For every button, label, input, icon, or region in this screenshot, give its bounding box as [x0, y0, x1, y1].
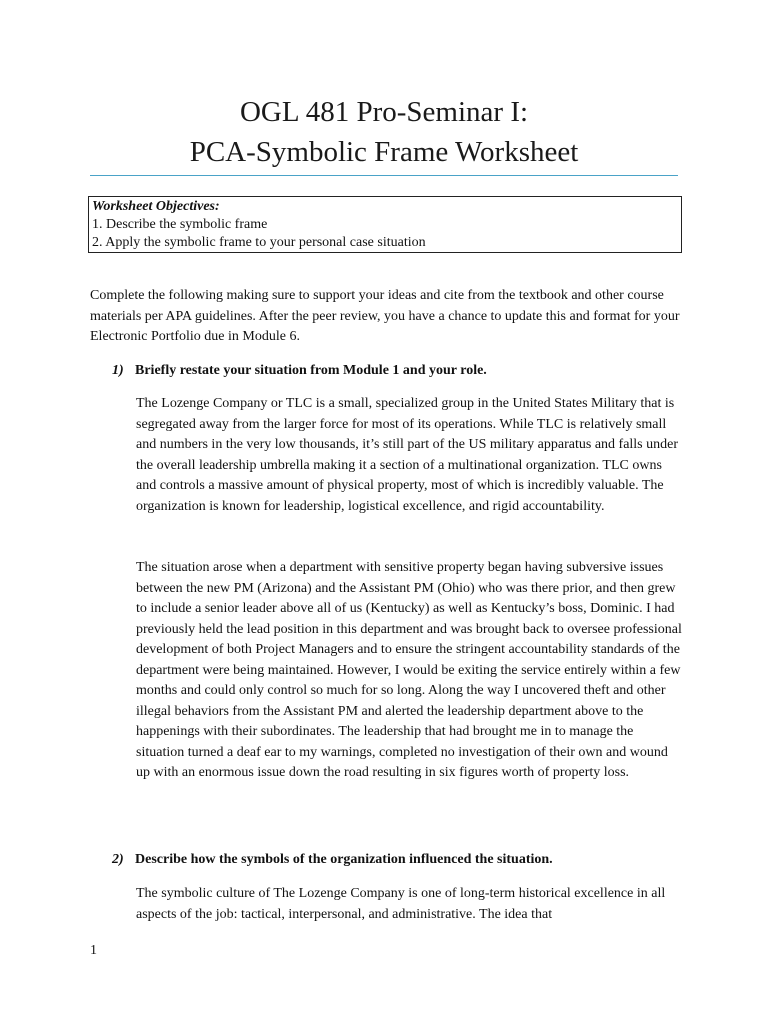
question-1	[112, 361, 487, 381]
answer-paragraph: The symbolic culture of The Lozenge Company is one of long-term historical excellence in all aspects of the job: tactical, interpersonal, and administrative. The idea that	[136, 886, 666, 922]
objectives-box	[88, 196, 682, 253]
question-text: Describe how the symbols of the organization influenced the situation.	[135, 852, 553, 867]
page-number: 1	[90, 943, 97, 958]
instructions-paragraph: Complete the following making sure to support your ideas and cite from the textbook and other course materials per APA guidelines. After the peer review, you have a chance to update this and format for your Electronic Portfolio due in Module 6.	[90, 288, 680, 344]
question-2	[112, 850, 553, 870]
question-text: Briefly restate your situation from Module 1 and your role.	[135, 363, 487, 378]
title-divider	[90, 175, 678, 176]
answer-paragraph: The situation arose when a department with sensitive property began having subversive issues between the new PM (Arizona) and the Assistant PM (Ohio) who was there prior, and then grew to include a senior leader above all of us (Kentucky) as well as Kentucky’s boss, Dominic. I had previously held the lead position in this department and was brought back to oversee professional development of both Project Managers and to ensure the stringent accountability standards of the department were being maintained. However, I would be exiting the service entirely within a few months and could only control so much for so long. Along the way I uncovered theft and other illegal behaviors from the Assistant PM and alerted the leadership department above to the happenings with their subordinates. The leadership that had brought me in to manage the situation turned a deaf ear to my warnings, completed no investigation of their own and wound up with an enormous issue down the road resulting in six figures worth of property loss.	[136, 560, 682, 780]
worksheet-title-line-1: OGL 481 Pro-Seminar I:	[239, 96, 529, 128]
answer-paragraph: The Lozenge Company or TLC is a small, specialized group in the United States Military that is segregated away from the larger force for most of its operations. While TLC is relatively small and numbers in the very low thousands, it’s still part of the US military apparatus and falls under the overall leadership umbrella making it a section of a multinational organization. TLC owns and controls a massive amount of physical property, most of which is incredibly valuable. The organization is known for leadership, logistical excellence, and rigid accountability.	[136, 396, 679, 514]
question-number: 1)	[112, 363, 124, 378]
objective-item: 1. Describe the symbolic frame	[92, 217, 268, 232]
objective-item: 2. Apply the symbolic frame to your personal case situation	[92, 235, 426, 250]
question-number: 2)	[112, 852, 124, 867]
worksheet-title-line-2: PCA-Symbolic Frame Worksheet	[189, 136, 579, 168]
objectives-heading: Worksheet Objectives:	[92, 199, 220, 214]
